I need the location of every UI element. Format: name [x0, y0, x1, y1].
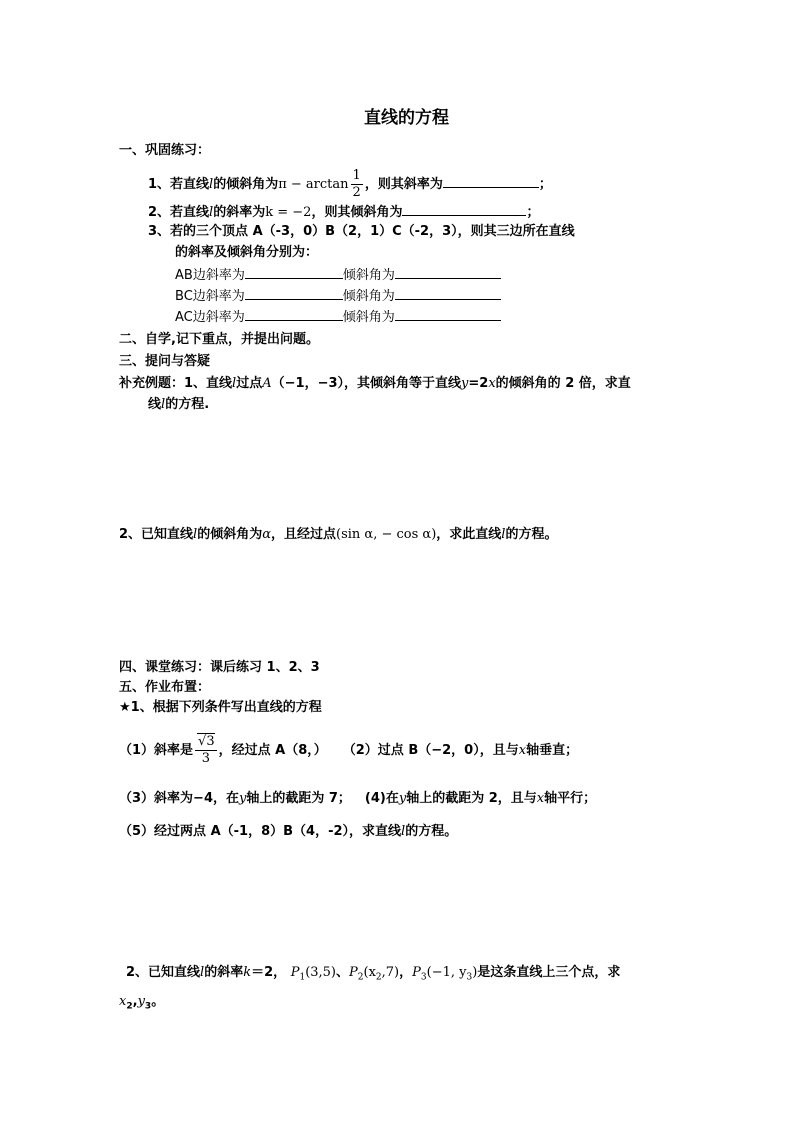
ab-angle-blank: [395, 264, 501, 279]
section-1-heading: 一、巩固练习：: [119, 143, 211, 158]
question-3-line-1: 3、若的三个顶点 A（-3，0）B（2，1）C（-2，3），则其三边所在直线: [148, 224, 575, 239]
homework-2-line-1: 2、已知直线l的斜率k＝2， $P_1(3,5)$、$P_2(x_2,7)$，$P_3(-1$, $y_3$)是这条直线上三个点，求: [126, 965, 621, 983]
question-3-line-2: 的斜率及倾斜角分别为：: [175, 245, 319, 260]
ac-angle-blank: [395, 306, 501, 321]
answer-blank-1: [443, 173, 539, 188]
ab-slope-blank: [245, 264, 343, 279]
fraction-one-half: $\frac{1}{2}$: [352, 168, 361, 200]
question-1: 1、若直线l的倾斜角为π − arctan $\frac{1}{2}$ ，则其斜率为 ；: [148, 168, 552, 200]
ac-slope-blank: [245, 306, 343, 321]
bc-angle-blank: [395, 285, 501, 300]
edge-row-ac: AC边斜率为 倾斜角为: [175, 306, 501, 328]
section-5-heading: 五、作业布置：: [119, 680, 211, 695]
answer-blank-2: [402, 201, 526, 216]
homework-2-line-2: $x_2,y_3$。: [119, 994, 165, 1012]
section-3-heading: 三、提问与答疑: [119, 354, 211, 369]
page-title: 直线的方程: [364, 108, 449, 128]
example-2: 2、已知直线l的倾斜角为α，且经过点(sin α, − cos α)，求此直线l的方程。: [119, 527, 558, 542]
homework-1-items-1-2: （1）斜率是 $\frac{√3}{3}$ ，经过点 A（8，） （2）过点 B（−2，0），且与x轴垂直；: [119, 734, 579, 766]
edge-row-ab: AB边斜率为 倾斜角为: [175, 264, 501, 286]
example-1-line-2: 线l的方程.: [148, 397, 210, 412]
bc-slope-blank: [245, 285, 343, 300]
section-2-heading: 二、自学,记下重点，并提出问题。: [119, 332, 319, 347]
edge-row-bc: BC边斜率为 倾斜角为: [175, 285, 501, 307]
homework-1-items-3-4: （3）斜率为−4，在y轴上的截距为 7； (4)在y轴上的截距为 2，且与x轴平行；: [119, 791, 597, 806]
question-2: 2、若直线l的斜率为k = −2，则其倾斜角为 ；: [148, 201, 539, 223]
section-4-heading: 四、课堂练习：课后练习 1、2、3: [119, 660, 320, 675]
fraction-sqrt3-over-3: $\frac{√3}{3}$: [195, 734, 217, 767]
homework-1-item-5: （5）经过两点 A（-1，8）B（4，-2），求直线l的方程。: [119, 824, 458, 839]
example-1-line-1: 补充例题：1、直线l过点A（−1，−3），其倾斜角等于直线y=2x的倾斜角的 2 倍，求直: [119, 376, 631, 391]
homework-1-heading: ★1、根据下列条件写出直线的方程: [119, 700, 322, 715]
